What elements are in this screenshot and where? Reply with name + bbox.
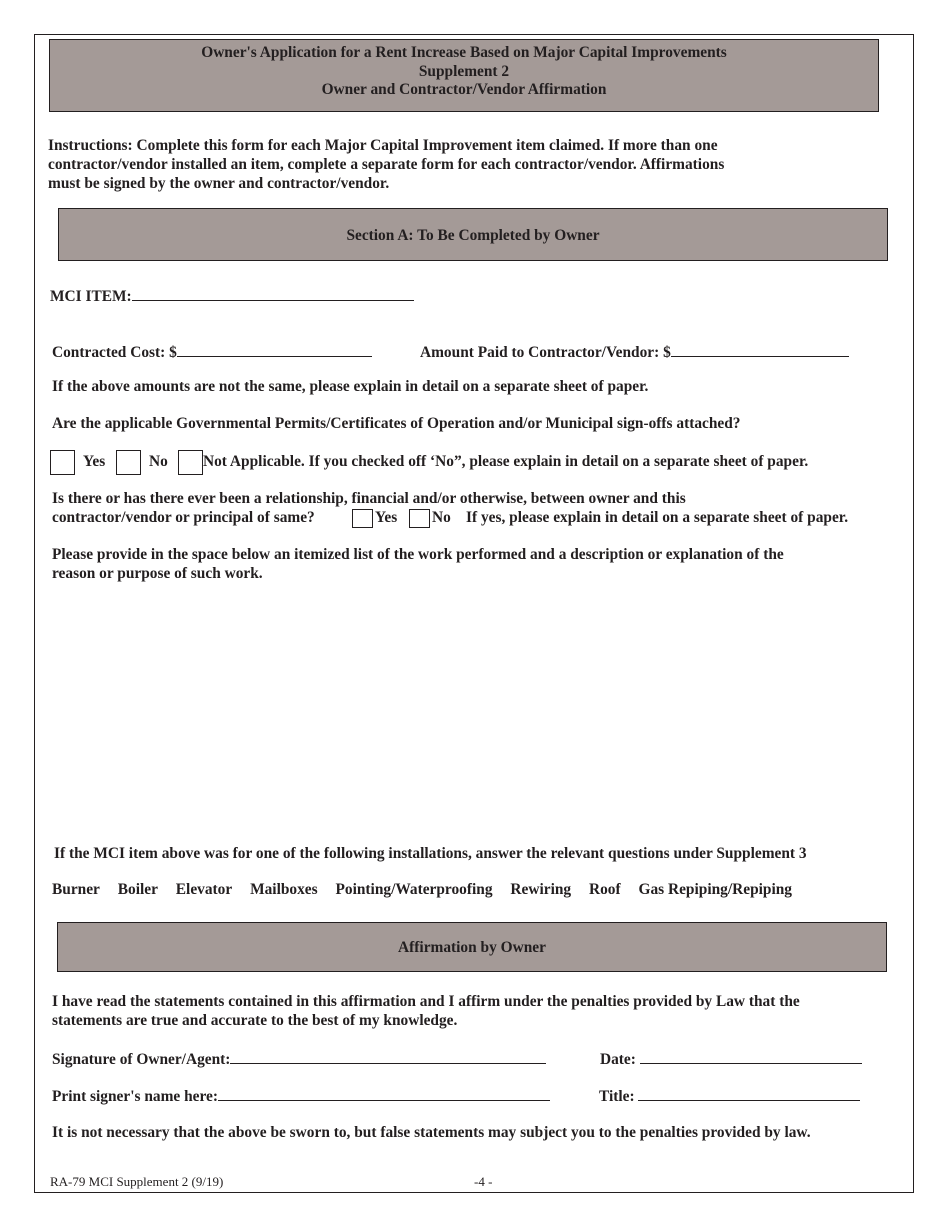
amount-paid-row [420,341,849,362]
installation-elevator: Elevator [175,881,233,898]
itemized-work-area[interactable] [52,592,892,832]
installation-boiler: Boiler [117,881,158,898]
permits-no-label: No [149,453,168,470]
permits-question: Are the applicable Governmental Permits/Certificates of Operation and/or Municipal sign-offs attached? [52,415,741,432]
section-a-title: Section A: To Be Completed by Owner [346,227,600,244]
itemized-line-2: reason or purpose of such work. [52,565,263,582]
installation-burner: Burner [52,881,100,898]
date-field[interactable] [640,1048,862,1064]
permits-yes-label: Yes [83,453,106,470]
print-name-field[interactable] [218,1085,550,1101]
relationship-no-label: No [432,509,451,526]
permits-no-checkbox[interactable] [116,450,141,475]
mci-item-field[interactable] [132,285,414,301]
instructions [48,136,724,193]
relationship-yes-checkbox[interactable] [352,509,373,528]
print-name-label: Print signer's name here: [52,1088,218,1105]
amount-paid-field[interactable] [671,341,849,357]
itemized-instructions [52,545,784,583]
affirmation-line-1: I have read the statements contained in this affirmation and I affirm under the penalties provided by Law that the [52,993,800,1010]
installation-mailboxes: Mailboxes [250,881,318,898]
installation-list [52,880,806,899]
form-id: RA-79 MCI Supplement 2 (9/19) [50,1174,224,1189]
permits-na-label: Not Applicable. If you checked off ‘No”, please explain in detail on a separate sheet of paper. [203,453,809,470]
supplement-3-note: If the MCI item above was for one of the following installations, answer the relevant questions under Supplement 3 [54,845,807,862]
header-supplement: Supplement 2 [418,62,510,80]
form-header [49,39,879,112]
relationship-no-checkbox[interactable] [409,509,430,528]
signature-label: Signature of Owner/Agent: [52,1051,231,1068]
disclaimer: It is not necessary that the above be sworn to, but false statements may subject you to the penalties provided by law. [52,1124,811,1141]
affirmation-header [57,922,887,972]
date-row [600,1048,862,1069]
relationship-yes-label: Yes [375,509,398,526]
title-row [599,1085,860,1106]
relationship-explain-note: If yes, please explain in detail on a separate sheet of paper. [466,509,849,526]
signature-row [52,1048,546,1069]
installation-pointing: Pointing/Waterproofing [335,881,493,898]
mci-item-row [50,285,414,306]
relationship-question: Is there or has there ever been a relationship, financial and/or otherwise, between owner and this [52,490,686,507]
affirmation-title: Affirmation by Owner [398,939,546,956]
affirmation-line-2: statements are true and accurate to the best of my knowledge. [52,1012,458,1029]
relationship-prefix: contractor/vendor or principal of same? [52,509,315,526]
page-number: -4 - [474,1174,493,1189]
header-title: Owner's Application for a Rent Increase Based on Major Capital Improvements [201,44,727,61]
installation-rewiring: Rewiring [510,881,572,898]
date-label: Date: [600,1051,636,1068]
installation-gas-repiping: Gas Repiping/Repiping [638,881,792,898]
instructions-line-2: contractor/vendor installed an item, complete a separate form for each contractor/vendor. Affirmations [48,156,725,173]
affirmation-statement [52,992,800,1030]
amount-paid-label: Amount Paid to Contractor/Vendor: $ [420,344,671,361]
mci-item-label: MCI ITEM: [50,288,132,305]
permits-na-checkbox[interactable] [178,450,203,475]
contracted-cost-row [52,341,372,362]
title-field[interactable] [638,1085,860,1101]
section-a-header [58,208,888,261]
contracted-cost-field[interactable] [177,341,372,357]
title-label: Title: [599,1088,635,1105]
amounts-differ-note: If the above amounts are not the same, please explain in detail on a separate sheet of paper. [52,378,649,395]
installation-roof: Roof [588,881,621,898]
print-name-row [52,1085,550,1106]
itemized-line-1: Please provide in the space below an itemized list of the work performed and a description or explanation of the [52,546,784,563]
contracted-cost-label: Contracted Cost: $ [52,344,177,361]
permits-yes-checkbox[interactable] [50,450,75,475]
instructions-line-3: must be signed by the owner and contractor/vendor. [48,175,390,192]
instructions-line-1: Instructions: Complete this form for each Major Capital Improvement item claimed. If more than one [48,137,718,154]
header-subtitle: Owner and Contractor/Vendor Affirmation [321,81,607,98]
signature-field[interactable] [230,1048,546,1064]
